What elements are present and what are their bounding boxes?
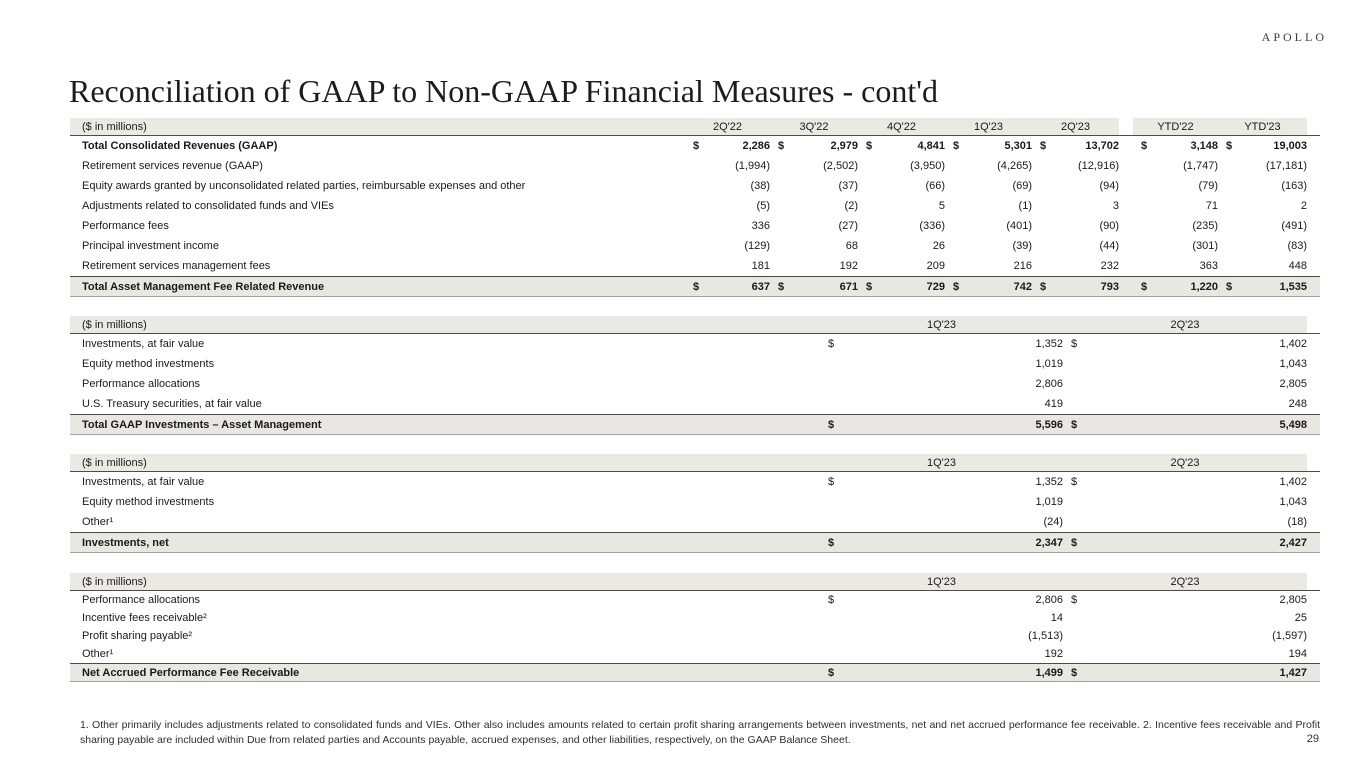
cell-value: (79) bbox=[1198, 180, 1218, 192]
value-cell bbox=[685, 260, 770, 272]
value-cell bbox=[1032, 220, 1119, 232]
value-cell bbox=[770, 160, 858, 172]
table-row bbox=[70, 394, 1320, 414]
cell-value: 637 bbox=[751, 280, 770, 293]
table-header-row bbox=[70, 118, 1320, 136]
value-cell bbox=[1218, 180, 1307, 192]
column-header: YTD'23 bbox=[1218, 118, 1307, 135]
value-cell bbox=[945, 240, 1032, 252]
cell-value: 1,402 bbox=[1279, 338, 1307, 350]
cell-value: (4,265) bbox=[997, 160, 1032, 172]
cell-value: 1,019 bbox=[1035, 358, 1063, 370]
cell-value: 3 bbox=[1112, 200, 1119, 212]
value-cell bbox=[1032, 160, 1119, 172]
row-label: Adjustments related to consolidated funds and VIEs bbox=[82, 200, 334, 212]
currency-symbol: $ bbox=[693, 280, 700, 293]
value-cell bbox=[1063, 419, 1307, 431]
cell-value: 13,702 bbox=[1085, 140, 1119, 152]
value-cell bbox=[1133, 200, 1218, 212]
table-net-accrued-performance-fee bbox=[70, 573, 1320, 682]
table-row bbox=[70, 276, 1320, 297]
value-cell bbox=[858, 200, 945, 212]
cell-value: (90) bbox=[1099, 220, 1119, 232]
page-title: Reconciliation of GAAP to Non-GAAP Financial Measures - cont'd bbox=[69, 73, 939, 110]
table-investments-net bbox=[70, 454, 1320, 553]
row-label: Performance fees bbox=[82, 220, 169, 232]
unit-label: ($ in millions) bbox=[70, 573, 820, 590]
value-cell bbox=[820, 419, 1063, 431]
apollo-logo: APOLLO bbox=[1261, 30, 1327, 44]
row-label: Investments, at fair value bbox=[82, 476, 205, 488]
column-header: 2Q'23 bbox=[1063, 454, 1307, 471]
value-cell bbox=[1133, 220, 1218, 232]
value-cell bbox=[1063, 476, 1307, 488]
value-cell bbox=[1063, 516, 1307, 528]
page-number: 29 bbox=[1306, 733, 1319, 745]
row-label: Total Asset Management Fee Related Revenue bbox=[82, 280, 325, 293]
cell-value: 216 bbox=[1013, 260, 1032, 272]
cell-value: 5,498 bbox=[1279, 418, 1307, 431]
table-fee-related-revenue bbox=[70, 118, 1320, 297]
value-cell bbox=[685, 140, 770, 152]
value-cell bbox=[1032, 240, 1119, 252]
row-label: Incentive fees receivable² bbox=[82, 612, 207, 624]
value-cell bbox=[1032, 200, 1119, 212]
value-cell bbox=[1032, 140, 1119, 152]
currency-symbol: $ bbox=[1040, 280, 1047, 293]
cell-value: (18) bbox=[1287, 516, 1307, 528]
value-cell bbox=[1133, 180, 1218, 192]
table-row bbox=[70, 176, 1320, 196]
value-cell bbox=[820, 648, 1063, 660]
value-cell bbox=[1218, 260, 1307, 272]
currency-symbol: $ bbox=[1071, 536, 1078, 549]
column-header: 2Q'23 bbox=[1063, 573, 1307, 590]
cell-value: (1,994) bbox=[735, 160, 770, 172]
cell-value: (401) bbox=[1006, 220, 1032, 232]
value-cell bbox=[820, 476, 1063, 488]
cell-value: 448 bbox=[1288, 260, 1307, 272]
currency-symbol: $ bbox=[866, 280, 873, 293]
table-row bbox=[70, 532, 1320, 553]
cell-value: 5 bbox=[938, 200, 945, 212]
table-row bbox=[70, 156, 1320, 176]
cell-value: 1,043 bbox=[1279, 358, 1307, 370]
row-label: Performance allocations bbox=[82, 594, 201, 606]
currency-symbol: $ bbox=[953, 140, 960, 152]
table-row bbox=[70, 256, 1320, 276]
cell-value: 1,499 bbox=[1035, 666, 1063, 679]
value-cell bbox=[858, 281, 945, 293]
cell-value: (39) bbox=[1012, 240, 1032, 252]
cell-value: 2,805 bbox=[1279, 378, 1307, 390]
value-cell bbox=[1133, 140, 1218, 152]
value-cell bbox=[820, 358, 1063, 370]
value-cell bbox=[945, 140, 1032, 152]
cell-value: (1,597) bbox=[1272, 630, 1307, 642]
table-row bbox=[70, 216, 1320, 236]
value-cell bbox=[820, 338, 1063, 350]
value-cell bbox=[1218, 281, 1307, 293]
cell-value: 5,301 bbox=[1004, 140, 1032, 152]
value-cell bbox=[820, 612, 1063, 624]
value-cell bbox=[770, 281, 858, 293]
table-row bbox=[70, 196, 1320, 216]
cell-value: 194 bbox=[1288, 648, 1307, 660]
currency-symbol: $ bbox=[1071, 594, 1078, 606]
cell-value: 192 bbox=[1044, 648, 1063, 660]
cell-value: 4,841 bbox=[917, 140, 945, 152]
value-cell bbox=[945, 260, 1032, 272]
currency-symbol: $ bbox=[828, 476, 835, 488]
cell-value: (66) bbox=[925, 180, 945, 192]
cell-value: (5) bbox=[756, 200, 770, 212]
value-cell bbox=[770, 200, 858, 212]
value-cell bbox=[1218, 200, 1307, 212]
row-label: Equity method investments bbox=[82, 496, 215, 508]
column-header: 2Q'23 bbox=[1032, 118, 1119, 135]
cell-value: 742 bbox=[1013, 280, 1032, 293]
value-cell bbox=[1063, 358, 1307, 370]
cell-value: 248 bbox=[1288, 398, 1307, 410]
value-cell bbox=[685, 200, 770, 212]
cell-value: 1,535 bbox=[1279, 280, 1307, 293]
cell-value: 71 bbox=[1205, 200, 1218, 212]
cell-value: 2,979 bbox=[830, 140, 858, 152]
currency-symbol: $ bbox=[1071, 476, 1078, 488]
table-row bbox=[70, 609, 1320, 627]
value-cell bbox=[820, 378, 1063, 390]
unit-label: ($ in millions) bbox=[70, 454, 820, 471]
column-header: 4Q'22 bbox=[858, 118, 945, 135]
value-cell bbox=[945, 220, 1032, 232]
value-cell bbox=[858, 160, 945, 172]
cell-value: (2,502) bbox=[823, 160, 858, 172]
cell-value: 1,220 bbox=[1190, 280, 1218, 293]
cell-value: 363 bbox=[1199, 260, 1218, 272]
column-header: 1Q'23 bbox=[945, 118, 1032, 135]
currency-symbol: $ bbox=[828, 418, 835, 431]
table-header-row bbox=[70, 454, 1320, 472]
value-cell bbox=[770, 140, 858, 152]
table-header-row bbox=[70, 316, 1320, 334]
cell-value: 1,043 bbox=[1279, 496, 1307, 508]
currency-symbol: $ bbox=[693, 140, 700, 152]
currency-symbol: $ bbox=[778, 140, 785, 152]
row-label: Equity method investments bbox=[82, 358, 215, 370]
table-row bbox=[70, 236, 1320, 256]
cell-value: (1,513) bbox=[1028, 630, 1063, 642]
cell-value: 192 bbox=[839, 260, 858, 272]
currency-symbol: $ bbox=[1141, 280, 1148, 293]
value-cell bbox=[820, 667, 1063, 679]
value-cell bbox=[770, 240, 858, 252]
value-cell bbox=[858, 260, 945, 272]
cell-value: 1,427 bbox=[1279, 666, 1307, 679]
currency-symbol: $ bbox=[953, 280, 960, 293]
value-cell bbox=[1218, 240, 1307, 252]
table-row bbox=[70, 472, 1320, 492]
cell-value: (24) bbox=[1043, 516, 1063, 528]
currency-symbol: $ bbox=[828, 594, 835, 606]
cell-value: 2 bbox=[1300, 200, 1307, 212]
value-cell bbox=[945, 180, 1032, 192]
cell-value: 793 bbox=[1100, 280, 1119, 293]
cell-value: (301) bbox=[1192, 240, 1218, 252]
row-label: U.S. Treasury securities, at fair value bbox=[82, 398, 262, 410]
cell-value: 729 bbox=[926, 280, 945, 293]
currency-symbol: $ bbox=[1141, 140, 1148, 152]
value-cell bbox=[1133, 160, 1218, 172]
column-header: YTD'22 bbox=[1133, 118, 1218, 135]
currency-symbol: $ bbox=[1071, 418, 1078, 431]
currency-symbol: $ bbox=[1226, 140, 1233, 152]
row-label: Performance allocations bbox=[82, 378, 201, 390]
value-cell bbox=[685, 281, 770, 293]
table-row bbox=[70, 334, 1320, 354]
column-header: 1Q'23 bbox=[820, 454, 1063, 471]
value-cell bbox=[1133, 240, 1218, 252]
currency-symbol: $ bbox=[1071, 338, 1078, 350]
row-label: Other¹ bbox=[82, 648, 114, 660]
cell-value: (94) bbox=[1099, 180, 1119, 192]
value-cell bbox=[820, 496, 1063, 508]
cell-value: 5,596 bbox=[1035, 418, 1063, 431]
unit-label: ($ in millions) bbox=[70, 118, 685, 135]
column-header: 3Q'22 bbox=[770, 118, 858, 135]
cell-value: 419 bbox=[1044, 398, 1063, 410]
cell-value: 1,352 bbox=[1035, 338, 1063, 350]
cell-value: (1) bbox=[1018, 200, 1032, 212]
footnote: 1. Other primarily includes adjustments related to consolidated funds and VIEs. Other also includes amounts related to certain profit sharing arrangements between investments, net and net accrued performance fee receivable. 2. Incentive fees receivable and Profit sharing payable are included within Due from related parties and Accounts payable, accrued expenses, and other liabilities, respectively, on the GAAP Balance Sheet. bbox=[80, 718, 1320, 746]
value-cell bbox=[1063, 630, 1307, 642]
cell-value: 1,019 bbox=[1035, 496, 1063, 508]
value-cell bbox=[858, 220, 945, 232]
column-header: 1Q'23 bbox=[820, 316, 1063, 333]
currency-symbol: $ bbox=[828, 666, 835, 679]
value-cell bbox=[1032, 180, 1119, 192]
value-cell bbox=[945, 200, 1032, 212]
row-label: Other¹ bbox=[82, 516, 114, 528]
value-cell bbox=[1218, 140, 1307, 152]
cell-value: 26 bbox=[932, 240, 945, 252]
value-cell bbox=[1063, 338, 1307, 350]
table-row bbox=[70, 512, 1320, 532]
cell-value: 19,003 bbox=[1273, 140, 1307, 152]
value-cell bbox=[685, 220, 770, 232]
value-cell bbox=[1063, 378, 1307, 390]
value-cell bbox=[820, 398, 1063, 410]
value-cell bbox=[820, 630, 1063, 642]
cell-value: 1,352 bbox=[1035, 476, 1063, 488]
cell-value: 336 bbox=[751, 220, 770, 232]
value-cell bbox=[1063, 594, 1307, 606]
cell-value: (491) bbox=[1281, 220, 1307, 232]
cell-value: 3,148 bbox=[1190, 140, 1218, 152]
value-cell bbox=[1032, 260, 1119, 272]
value-cell bbox=[1063, 398, 1307, 410]
cell-value: 232 bbox=[1100, 260, 1119, 272]
column-header: 2Q'22 bbox=[685, 118, 770, 135]
cell-value: 2,427 bbox=[1279, 536, 1307, 549]
value-cell bbox=[1032, 281, 1119, 293]
row-label: Total GAAP Investments – Asset Management bbox=[82, 418, 322, 431]
cell-value: (38) bbox=[750, 180, 770, 192]
currency-symbol: $ bbox=[1071, 666, 1078, 679]
value-cell bbox=[945, 281, 1032, 293]
currency-symbol: $ bbox=[1226, 280, 1233, 293]
cell-value: 2,347 bbox=[1035, 536, 1063, 549]
value-cell bbox=[858, 240, 945, 252]
table-row bbox=[70, 414, 1320, 435]
row-label: Principal investment income bbox=[82, 240, 219, 252]
cell-value: (83) bbox=[1287, 240, 1307, 252]
cell-value: 2,806 bbox=[1035, 594, 1063, 606]
value-cell bbox=[1133, 260, 1218, 272]
row-label: Total Consolidated Revenues (GAAP) bbox=[82, 140, 278, 152]
cell-value: 2,806 bbox=[1035, 378, 1063, 390]
cell-value: (235) bbox=[1192, 220, 1218, 232]
table-row bbox=[70, 591, 1320, 609]
value-cell bbox=[770, 220, 858, 232]
value-cell bbox=[1063, 496, 1307, 508]
currency-symbol: $ bbox=[828, 338, 835, 350]
currency-symbol: $ bbox=[866, 140, 873, 152]
cell-value: (2) bbox=[844, 200, 858, 212]
cell-value: (27) bbox=[838, 220, 858, 232]
cell-value: (3,950) bbox=[910, 160, 945, 172]
table-header-row bbox=[70, 573, 1320, 591]
row-label: Retirement services revenue (GAAP) bbox=[82, 160, 263, 172]
unit-label: ($ in millions) bbox=[70, 316, 820, 333]
cell-value: (17,181) bbox=[1266, 160, 1307, 172]
cell-value: 1,402 bbox=[1279, 476, 1307, 488]
value-cell bbox=[1218, 160, 1307, 172]
value-cell bbox=[820, 594, 1063, 606]
row-label: Investments, net bbox=[82, 536, 169, 549]
row-label: Profit sharing payable² bbox=[82, 630, 193, 642]
cell-value: (1,747) bbox=[1183, 160, 1218, 172]
cell-value: 25 bbox=[1294, 612, 1307, 624]
row-label: Equity awards granted by unconsolidated related parties, reimbursable expenses and other bbox=[82, 180, 526, 192]
value-cell bbox=[820, 537, 1063, 549]
table-row bbox=[70, 645, 1320, 663]
value-cell bbox=[685, 240, 770, 252]
cell-value: (69) bbox=[1012, 180, 1032, 192]
cell-value: 209 bbox=[926, 260, 945, 272]
table-total-gaap-investments bbox=[70, 316, 1320, 435]
value-cell bbox=[1133, 281, 1218, 293]
cell-value: 68 bbox=[845, 240, 858, 252]
value-cell bbox=[1063, 612, 1307, 624]
column-header: 2Q'23 bbox=[1063, 316, 1307, 333]
value-cell bbox=[685, 180, 770, 192]
cell-value: 2,805 bbox=[1279, 594, 1307, 606]
cell-value: 181 bbox=[751, 260, 770, 272]
currency-symbol: $ bbox=[828, 536, 835, 549]
table-row bbox=[70, 492, 1320, 512]
table-row bbox=[70, 663, 1320, 682]
cell-value: 2,286 bbox=[742, 140, 770, 152]
cell-value: (129) bbox=[744, 240, 770, 252]
cell-value: 14 bbox=[1050, 612, 1063, 624]
currency-symbol: $ bbox=[778, 280, 785, 293]
value-cell bbox=[858, 140, 945, 152]
value-cell bbox=[858, 180, 945, 192]
row-label: Investments, at fair value bbox=[82, 338, 205, 350]
row-label: Retirement services management fees bbox=[82, 260, 271, 272]
cell-value: (336) bbox=[919, 220, 945, 232]
cell-value: (163) bbox=[1281, 180, 1307, 192]
value-cell bbox=[685, 160, 770, 172]
value-cell bbox=[945, 160, 1032, 172]
value-cell bbox=[1063, 667, 1307, 679]
column-header: 1Q'23 bbox=[820, 573, 1063, 590]
value-cell bbox=[770, 180, 858, 192]
cell-value: (37) bbox=[838, 180, 858, 192]
cell-value: (12,916) bbox=[1078, 160, 1119, 172]
value-cell bbox=[1063, 648, 1307, 660]
value-cell bbox=[1218, 220, 1307, 232]
value-cell bbox=[1063, 537, 1307, 549]
table-row bbox=[70, 354, 1320, 374]
table-row bbox=[70, 374, 1320, 394]
currency-symbol: $ bbox=[1040, 140, 1047, 152]
cell-value: 671 bbox=[839, 280, 858, 293]
value-cell bbox=[820, 516, 1063, 528]
table-row bbox=[70, 136, 1320, 156]
row-label: Net Accrued Performance Fee Receivable bbox=[82, 666, 300, 679]
value-cell bbox=[770, 260, 858, 272]
table-row bbox=[70, 627, 1320, 645]
cell-value: (44) bbox=[1099, 240, 1119, 252]
